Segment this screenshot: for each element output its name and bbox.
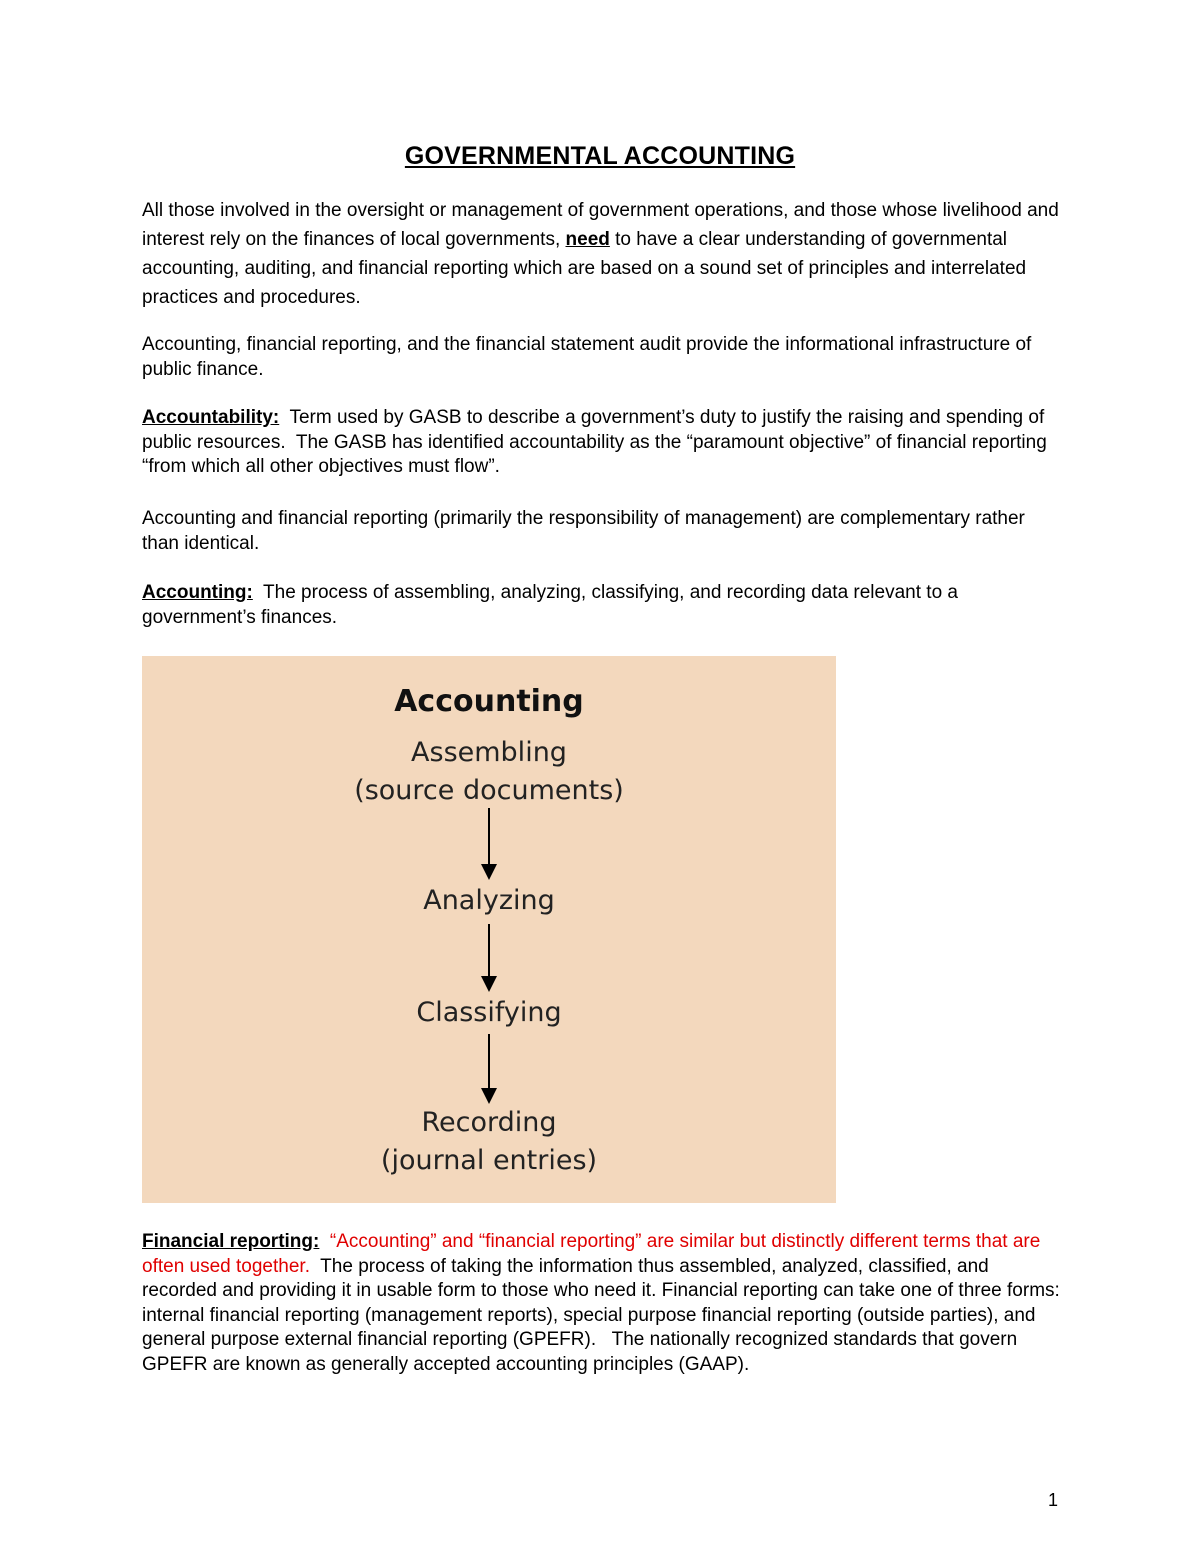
accounting-paragraph <box>142 581 1062 630</box>
accounting-text: The process of assembling, analyzing, classifying, and recording data relevant to a government’s finances. <box>142 582 964 628</box>
step-analyzing-label: Analyzing <box>423 885 555 916</box>
page-number: 1 <box>1048 1490 1059 1510</box>
intro-paragraph <box>142 196 1062 312</box>
arrow-down-icon <box>479 1034 499 1104</box>
intro-emphasis-need: need <box>565 229 610 250</box>
accounting-label: Accounting: <box>142 582 253 603</box>
intro-text-after: to have a clear understanding of governmental accounting, auditing, and financial reporting which are based on a sound set of principles and interrelated practices and procedures. <box>142 229 1027 308</box>
step-recording <box>142 1104 836 1180</box>
step-recording-sublabel: (journal entries) <box>380 1145 598 1176</box>
step-assembling-sublabel: (source documents) <box>354 775 624 806</box>
financial-reporting-text: The process of taking the information thus assembled, analyzed, classified, and recorded and providing it in usable form to those who need it. Financial reporting can take one of three forms: internal financial reporting (management reports), special purpose financial reporting (outside parties), and general purpose external financial reporting (GPEFR). The nationally recognized standards that govern GPEFR are known as generally accepted accounting principles (GAAP). <box>142 1255 1066 1375</box>
step-assembling <box>142 734 836 810</box>
step-classifying <box>142 994 836 1032</box>
step-assembling-label: Assembling <box>411 737 567 768</box>
financial-reporting-paragraph <box>142 1230 1066 1377</box>
step-recording-label: Recording <box>421 1107 557 1138</box>
accountability-paragraph <box>142 406 1062 480</box>
arrow-down-icon <box>479 808 499 880</box>
intro-text-before: All those involved in the oversight or management of government operations, and those whose livelihood and interest rely on the finances of local governments, <box>142 200 1059 250</box>
financial-reporting-highlight: “Accounting” and “financial reporting” are similar but distinctly different terms that are often used together. <box>142 1231 1041 1277</box>
step-analyzing <box>142 882 836 920</box>
accounting-process-figure <box>142 656 836 1203</box>
accountability-label: Accountability: <box>142 407 280 428</box>
step-classifying-label: Classifying <box>416 997 562 1028</box>
financial-reporting-label: Financial reporting: <box>142 1231 320 1252</box>
arrow-down-icon <box>479 924 499 992</box>
document-title: GOVERNMENTAL ACCOUNTING <box>404 142 796 170</box>
accountability-text: Term used by GASB to describe a government’s duty to justify the raising and spending of public resources. The GASB has identified accountability as the “paramount objective” of financial reporting “from which all other objectives must flow”. <box>142 407 1053 477</box>
infrastructure-paragraph: Accounting, financial reporting, and the financial statement audit provide the informational infrastructure of public finance. <box>142 334 1032 380</box>
complementary-paragraph: Accounting and financial reporting (primarily the responsibility of management) are complementary rather than identical. <box>142 508 1025 554</box>
figure-title: Accounting <box>394 684 584 719</box>
